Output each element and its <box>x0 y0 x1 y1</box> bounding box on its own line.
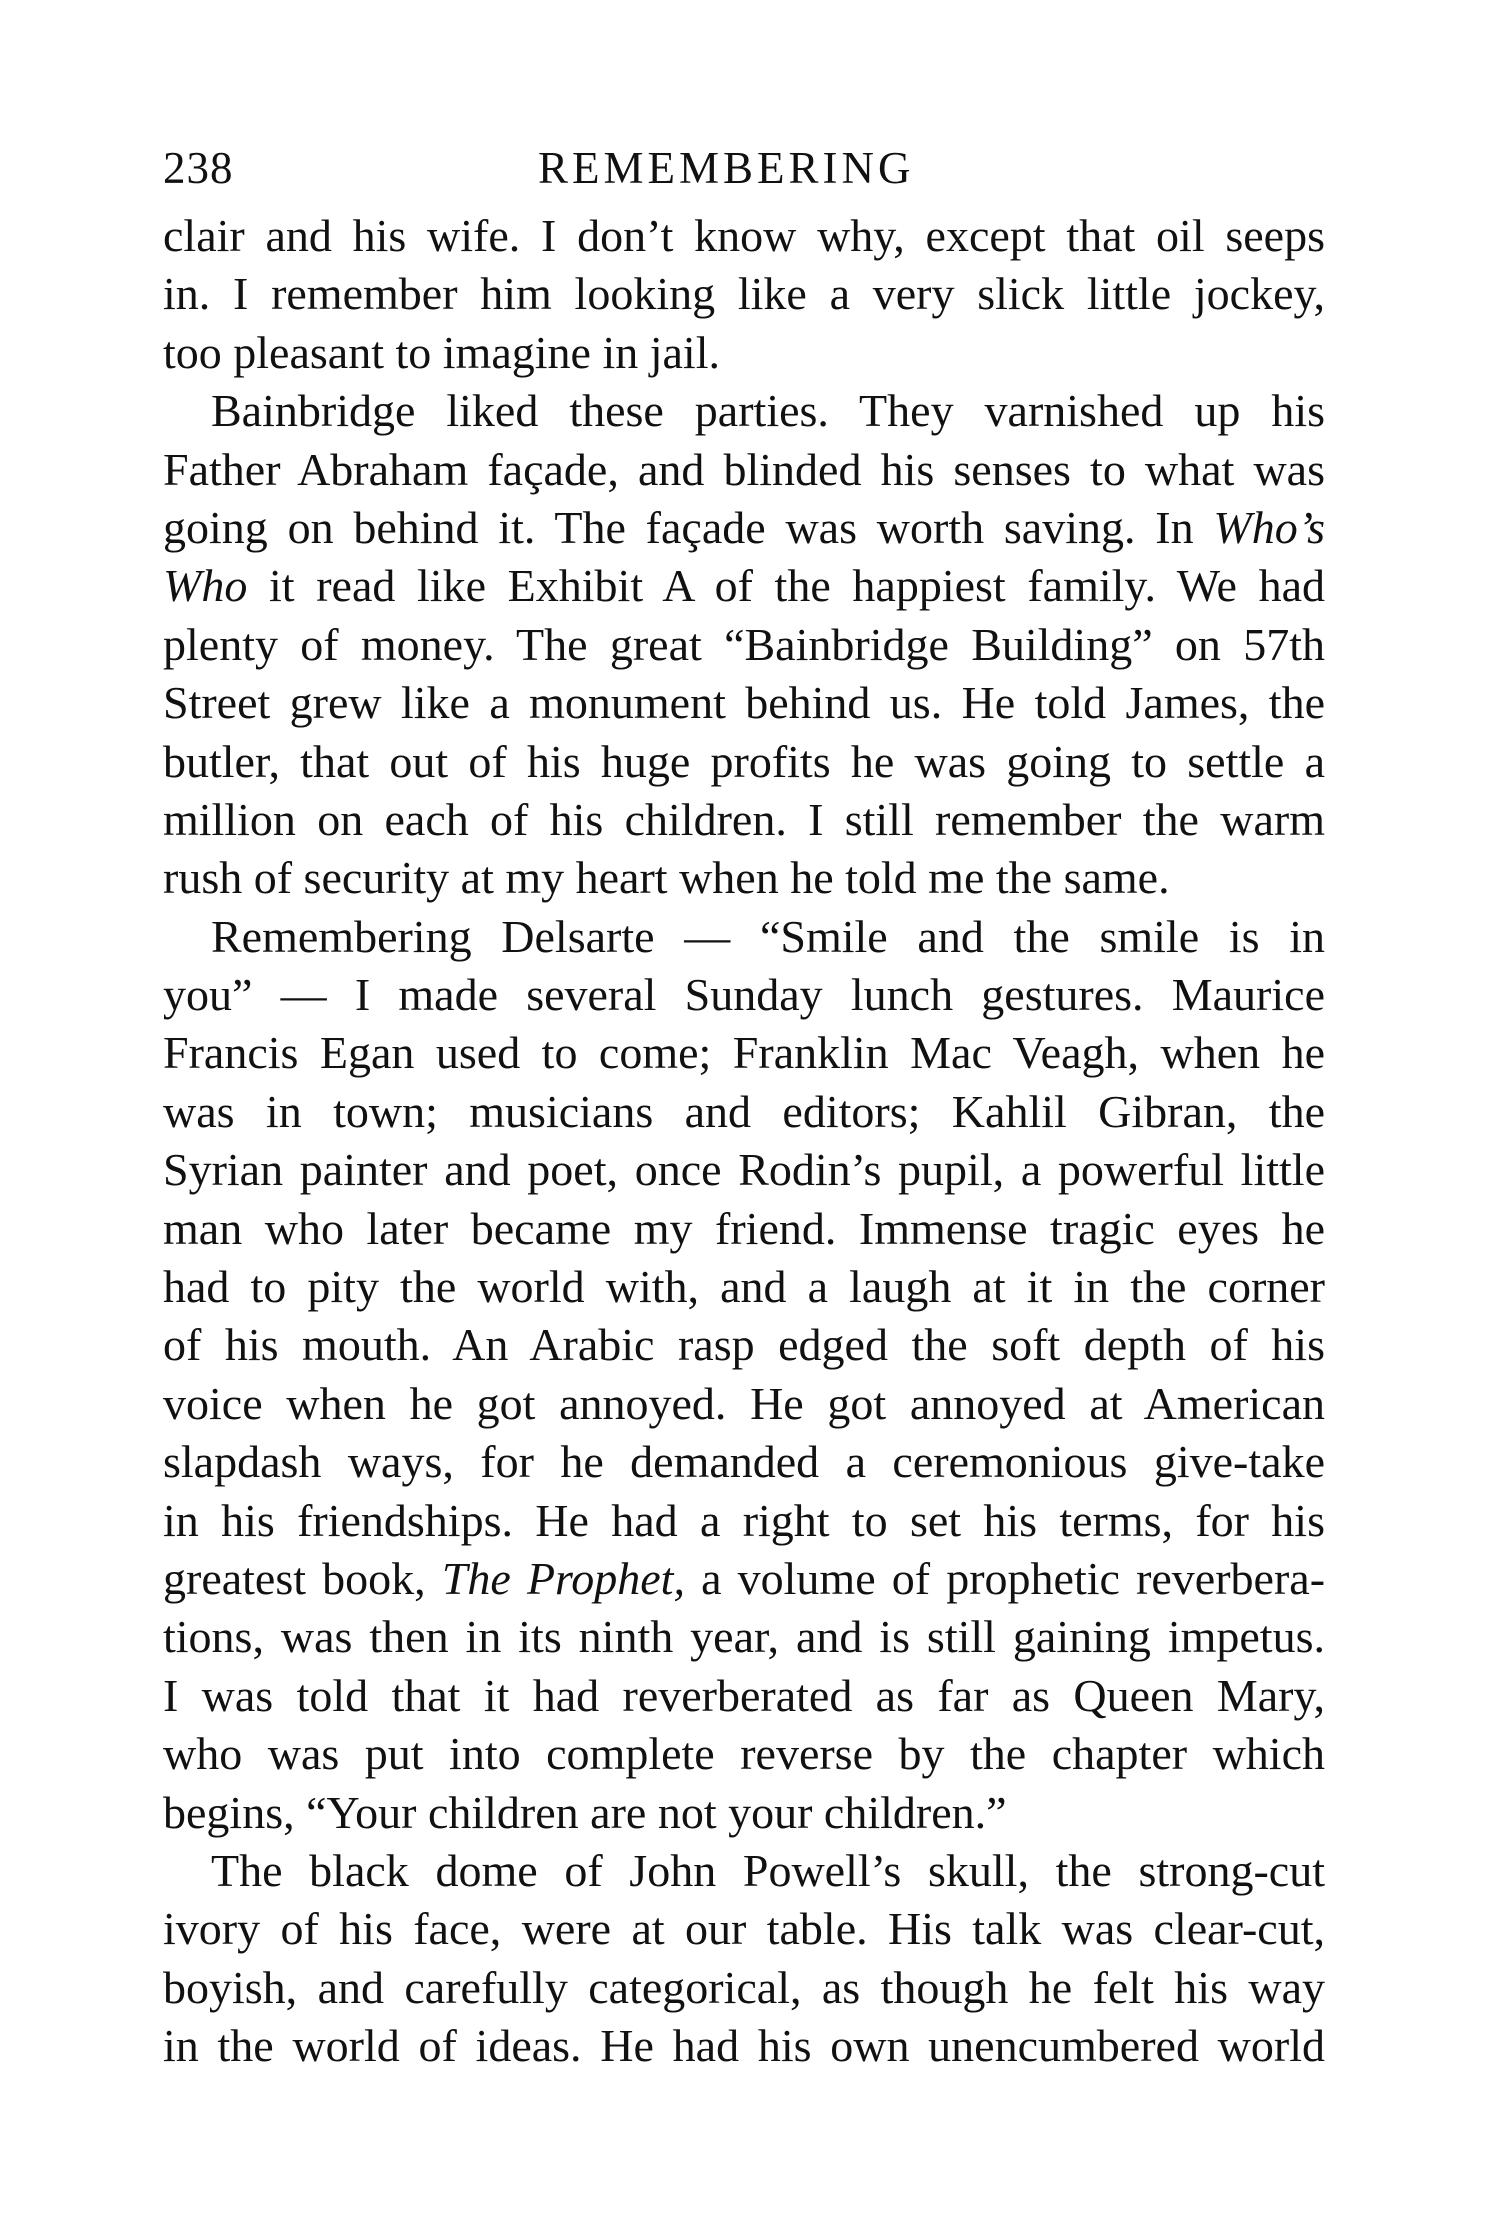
text-line: in. I remember him looking like a very slick little jockey, <box>163 268 1325 320</box>
text-line <box>163 1550 1325 1608</box>
text-line: ivory of his face, were at our table. His talk was clear-cut, <box>163 1903 1325 1955</box>
text-line: slapdash ways, for he demanded a ceremonious give-take <box>163 1436 1325 1488</box>
text-line: I was told that it had reverberated as far as Queen Mary, <box>163 1669 1325 1721</box>
text-line: man who later became my friend. Immense tragic eyes he <box>163 1202 1325 1254</box>
text-line <box>163 499 1325 557</box>
text-line: in his friendships. He had a right to set his terms, for his <box>163 1494 1325 1546</box>
text-line: who was put into complete reverse by the chapter which <box>163 1728 1325 1780</box>
page-header <box>163 138 1323 198</box>
italic-title: Who <box>163 560 248 612</box>
text-run: going on behind it. The façade was worth saving. In <box>163 501 1194 553</box>
italic-title: Who’s <box>1213 501 1326 553</box>
text-line: Street grew like a monument behind us. He told James, the <box>163 677 1325 729</box>
text-line: in the world of ideas. He had his own unencumbered world <box>163 2020 1325 2072</box>
text-line: voice when he got annoyed. He got annoyed at American <box>163 1377 1325 1429</box>
text-line: clair and his wife. I don’t know why, except that oil seeps <box>163 210 1325 261</box>
text-line: The black dome of John Powell’s skull, the strong-cut <box>211 1844 1325 1896</box>
text-line: Bainbridge liked these parties. They varnished up his <box>211 385 1325 437</box>
italic-title: The Prophet, <box>441 1552 685 1604</box>
text-line: too pleasant to imagine in jail. <box>163 326 720 378</box>
page-number: 238 <box>163 143 234 193</box>
text-line: rush of security at my heart when he told me the same. <box>163 852 1170 904</box>
text-line: plenty of money. The great “Bainbridge Building” on 57th <box>163 618 1325 670</box>
text-line: Father Abraham façade, and blinded his senses to what was <box>163 443 1325 495</box>
text-line: begins, “Your children are not your children.” <box>163 1786 1007 1838</box>
text-run: it read like Exhibit A of the happiest family. We had <box>269 560 1326 612</box>
text-line: boyish, and carefully categorical, as though he felt his way <box>163 1961 1325 2013</box>
text-line: was in town; musicians and editors; Kahlil Gibran, the <box>163 1085 1325 1137</box>
running-head: REMEMBERING <box>538 143 915 193</box>
text-line: butler, that out of his huge profits he was going to settle a <box>163 735 1325 787</box>
text-line <box>163 557 1325 615</box>
text-line: had to pity the world with, and a laugh at it in the corner <box>163 1261 1325 1313</box>
text-line: million on each of his children. I still remember the warm <box>163 793 1325 845</box>
text-line: of his mouth. An Arabic rasp edged the soft depth of his <box>163 1319 1325 1371</box>
text-line: Remembering Delsarte — “Smile and the smile is in <box>211 910 1325 962</box>
text-line: Syrian painter and poet, once Rodin’s pupil, a powerful little <box>163 1144 1325 1196</box>
body-text <box>163 207 1325 2076</box>
text-line: Francis Egan used to come; Franklin Mac Veagh, when he <box>163 1027 1325 1079</box>
text-line: you” — I made several Sunday lunch gestures. Maurice <box>163 969 1325 1021</box>
text-run: a volume of prophetic reverbera- <box>701 1552 1326 1604</box>
text-run: greatest book, <box>163 1552 426 1604</box>
text-line: tions, was then in its ninth year, and is still gaining impetus. <box>163 1611 1325 1663</box>
